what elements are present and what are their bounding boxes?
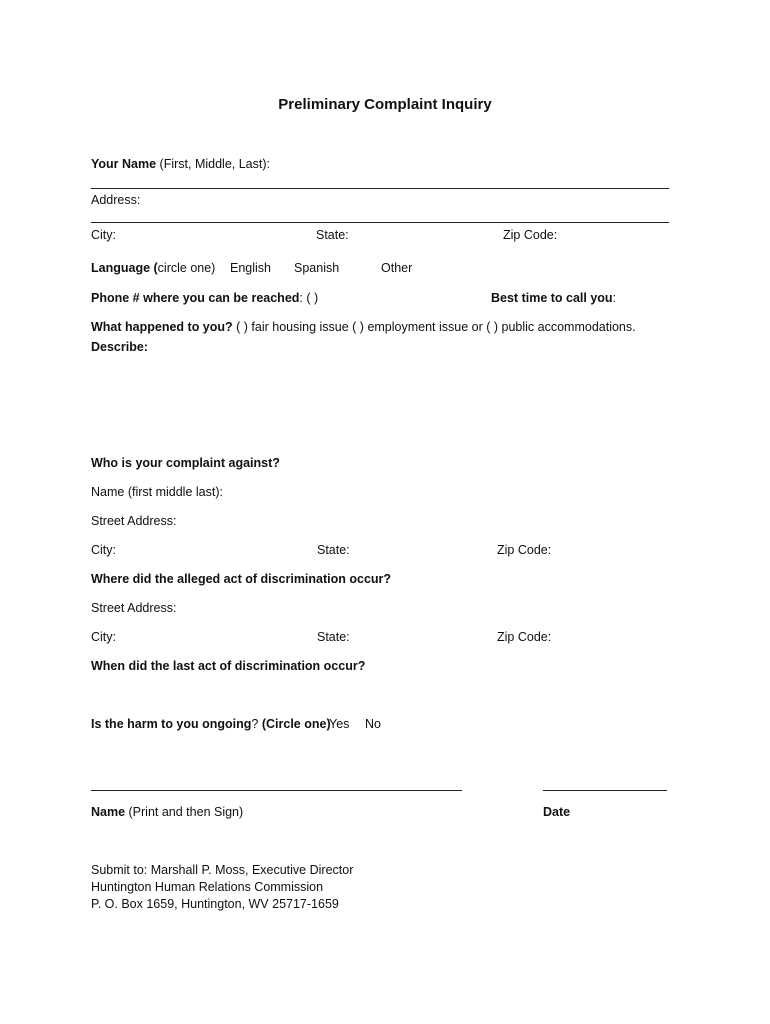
phone-label-bold: Phone # where you can be reached bbox=[91, 291, 300, 305]
state-label: State: bbox=[316, 228, 349, 242]
signature-date-label: Date bbox=[543, 805, 571, 819]
address-line[interactable] bbox=[91, 222, 669, 223]
signature-name-hint: (Print and then Sign) bbox=[125, 805, 244, 819]
harm-label-qmark: ? bbox=[251, 717, 262, 731]
where-heading: Where did the alleged act of discrimination occur? bbox=[91, 572, 392, 586]
your-name-label bbox=[91, 158, 270, 171]
city-label: City: bbox=[91, 228, 116, 242]
harm-circle-one: (Circle one) bbox=[261, 717, 331, 731]
phone-label bbox=[91, 292, 318, 305]
best-time-label-colon: : bbox=[612, 291, 617, 305]
harm-label bbox=[91, 718, 331, 731]
submit-line-2: Huntington Human Relations Commission bbox=[91, 880, 324, 894]
language-option-english[interactable]: English bbox=[230, 261, 271, 275]
signature-line[interactable] bbox=[91, 790, 462, 791]
where-state-label: State: bbox=[317, 630, 350, 644]
harm-option-yes[interactable]: Yes bbox=[329, 717, 350, 731]
what-happened-label bbox=[91, 321, 636, 334]
harm-label-bold: Is the harm to you ongoing bbox=[91, 717, 252, 731]
harm-option-no[interactable]: No bbox=[365, 717, 381, 731]
best-time-label bbox=[491, 292, 616, 305]
date-line[interactable] bbox=[543, 790, 667, 791]
phone-label-paren: : ( ) bbox=[299, 291, 319, 305]
against-name-label: Name (first middle last): bbox=[91, 485, 223, 499]
language-label-bold: Language ( bbox=[91, 261, 158, 275]
language-option-spanish[interactable]: Spanish bbox=[294, 261, 340, 275]
what-happened-options: ( ) fair housing issue ( ) employment issue or ( ) public accommodations. bbox=[232, 320, 636, 334]
when-heading: When did the last act of discrimination occur? bbox=[91, 659, 366, 673]
where-zip-label: Zip Code: bbox=[497, 630, 552, 644]
page-title: Preliminary Complaint Inquiry bbox=[278, 96, 492, 113]
against-zip-label: Zip Code: bbox=[497, 543, 552, 557]
against-heading: Who is your complaint against? bbox=[91, 456, 280, 470]
language-label-hint: circle one) bbox=[157, 261, 216, 275]
zip-label: Zip Code: bbox=[503, 228, 558, 242]
against-city-label: City: bbox=[91, 543, 116, 557]
submit-line-3: P. O. Box 1659, Huntington, WV 25717-1659 bbox=[91, 897, 339, 911]
submit-line-1: Submit to: Marshall P. Moss, Executive Director bbox=[91, 863, 354, 877]
address-label: Address: bbox=[91, 193, 141, 207]
best-time-label-bold: Best time to call you bbox=[491, 291, 613, 305]
against-state-label: State: bbox=[317, 543, 350, 557]
signature-name-label bbox=[91, 806, 243, 819]
describe-label: Describe: bbox=[91, 340, 148, 354]
what-happened-label-bold: What happened to you? bbox=[91, 320, 233, 334]
your-name-label-bold: Your Name bbox=[91, 157, 157, 171]
where-city-label: City: bbox=[91, 630, 116, 644]
your-name-label-hint: (First, Middle, Last): bbox=[156, 157, 270, 171]
your-name-line[interactable] bbox=[91, 188, 669, 189]
language-label bbox=[91, 262, 215, 275]
signature-name-bold: Name bbox=[91, 805, 126, 819]
where-street-label: Street Address: bbox=[91, 601, 177, 615]
language-option-other[interactable]: Other bbox=[381, 261, 413, 275]
against-street-label: Street Address: bbox=[91, 514, 177, 528]
